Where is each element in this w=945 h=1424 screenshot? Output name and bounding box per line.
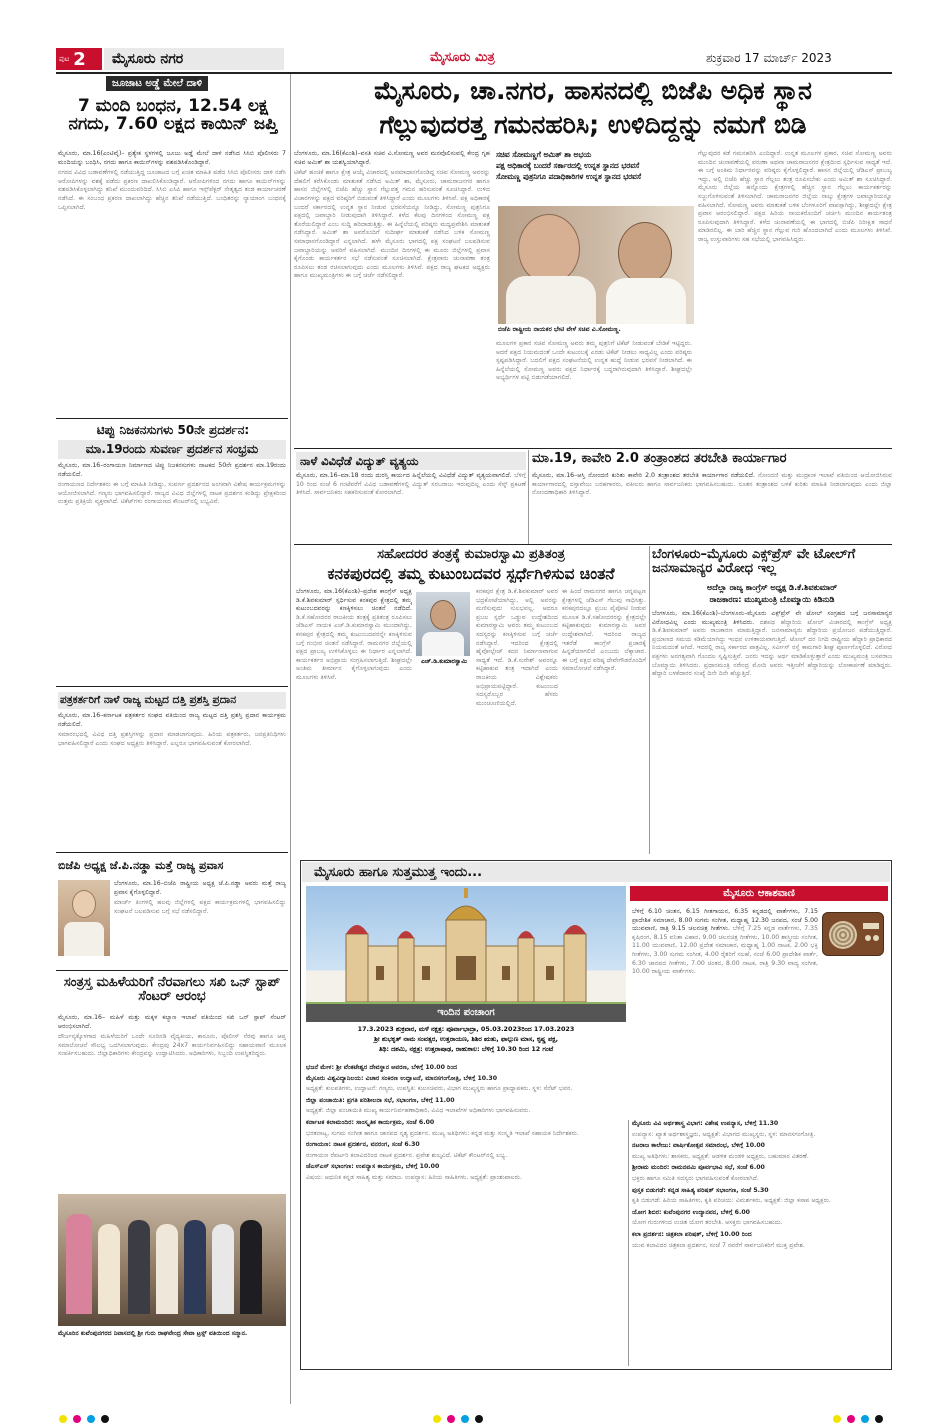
- felicitation-photo: [58, 1194, 286, 1326]
- story2-headline: ಮಾ.19ರಂದು ಸುವರ್ಣ ಪ್ರದರ್ಶನ ಸಂಭ್ರಮ: [58, 440, 286, 459]
- color-registration-center: [430, 1408, 486, 1424]
- panchanga-line-2: ಶ್ರೀ ಶುಭಕೃತ್ ನಾಮ ಸಂವತ್ಸರ, ಉತ್ತರಾಯಣ, ಶಿಶಿರ ಋತು, ಫಾಲ್ಗುಣ ಮಾಸ, ಕೃಷ್ಣ ಪಕ್ಷ,: [373, 1035, 559, 1043]
- lead-body-left: ಬೆಂಗಳೂರು, ಮಾ.16(ಕೆಎಂಶಿ)–ವಸತಿ ಸಚಿವ ವಿ.ಸೋಮಣ್ಣ ಅವರ ಮನವೊಲಿಸುವಲ್ಲಿ ಕೇಂದ್ರ ಗೃಹ ಸಚಿವ ಅಮಿತ್ ಶಾ ಯಶಸ್ವಿಯಾಗಿದ್ದಾರೆ. ಟಿಕೆಟ್ ಹಂಚಿಕೆ ಹಾಗೂ ಕ್ಷೇತ್ರ ಆಯ್ಕೆ ವಿಚಾರದಲ್ಲಿ ಅಸಮಾಧಾನಗೊಂಡಿದ್ದ ಸಚಿವ ಸೋಮಣ್ಣ ಅವರನ್ನು ದೆಹಲಿಗೆ ಕರೆಸಿಕೊಂಡು ಮಾತುಕತೆ ನಡೆಸಿದ ಅಮಿತ್ ಶಾ, ಮೈಸೂರು, ಚಾಮರಾಜನಗರ ಹಾಗೂ ಹಾಸನ ಜಿಲ್ಲೆಗಳಲ್ಲಿ ಬಿಜೆಪಿ ಹೆಚ್ಚು ಸ್ಥಾನ ಗೆಲ್ಲುವತ್ತ ಗಮನ ಹರಿಸುವಂತೆ ಸೂಚಿಸಿದ್ದಾರೆ. ಉಳಿದ ವಿಚಾರಗಳನ್ನು ಪಕ್ಷದ ವರಿಷ್ಠರಿಗೆ ಬಿಡುವಂತೆ ತಿಳಿಸಿದ್ದಾರೆ ಎಂದು ಮೂಲಗಳು ತಿಳಿಸಿವೆ. ಪಕ್ಷ ಅಧಿಕಾರಕ್ಕೆ ಬಂದರೆ ಸರ್ಕಾರದಲ್ಲಿ ಉನ್ನತ ಸ್ಥಾನ ನೀಡುವ ಭರವಸೆಯನ್ನೂ ನೀಡಿದ್ದು, ಸೋಮಣ್ಣ ಪುತ್ರನಿಗೂ ಪಕ್ಷದಲ್ಲಿ ಜವಾಬ್ದಾರಿ ನೀಡುವುದಾಗಿ ತಿಳಿಸಿದ್ದಾರೆ. ಕಳೆದ ಕೆಲವು ದಿನಗಳಿಂದ ಸೋಮಣ್ಣ ಪಕ್ಷ ತೊರೆಯಲಿದ್ದಾರೆ ಎಂಬ ಸುದ್ದಿ ಹರಿದಾಡುತ್ತಿತ್ತು. ಈ ಹಿನ್ನೆಲೆಯಲ್ಲಿ ವರಿಷ್ಠರು ಮಧ್ಯಪ್ರವೇಶಿಸಿ ಮಾತುಕತೆ ನಡೆಸಿದ್ದಾರೆ. ಅಮಿತ್ ಶಾ ಅವರೊಂದಿಗೆ ಸುದೀರ್ಘ ಮಾತುಕತೆ ನಡೆಸಿದ ಬಳಿಕ ಸೋಮಣ್ಣ ಸಮಾಧಾನಗೊಂಡಿದ್ದಾರೆ ಎನ್ನಲಾಗಿದೆ. ಹಳೇ ಮೈಸೂರು ಭಾಗದಲ್ಲಿ ಪಕ್ಷ ಸಂಘಟನೆ ಬಲಪಡಿಸುವ ಜವಾಬ್ದಾರಿಯನ್ನು ಅವರಿಗೆ ವಹಿಸಲಾಗಿದೆ. ಮುಂದಿನ ದಿನಗಳಲ್ಲಿ ಈ ಮೂರು ಜಿಲ್ಲೆಗಳಲ್ಲಿ ಪ್ರವಾಸ ಕೈಗೊಂಡು ಕಾರ್ಯಕರ್ತರ ಸಭೆ ನಡೆಸುವಂತೆ ಸೂಚಿಸಲಾಗಿದೆ. ಕ್ಷೇತ್ರವಾರು ಚುನಾವಣಾ ತಂತ್ರ ರೂಪಿಸಲು ತಂಡ ರಚಿಸಲಾಗುವುದು ಎಂದು ಮೂಲಗಳು ತಿಳಿಸಿವೆ. ಪಕ್ಷದ ರಾಜ್ಯ ಘಟಕದ ಅಧ್ಯಕ್ಷರು ಹಾಗೂ ಮುಖ್ಯಮಂತ್ರಿಗಳು ಈ ಬಗ್ಗೆ ಚರ್ಚೆ ನಡೆಸಲಿದ್ದಾರೆ.: [294, 150, 490, 280]
- event-left-6: ಜೆಎಸ್‌ಎಸ್ ಸಭಾಂಗಣ: ಉಪನ್ಯಾಸ ಕಾರ್ಯಕ್ರಮ, ಬೆಳಿಗ್ಗೆ 10.00: [306, 1163, 440, 1171]
- events-left: ಭಜನೆ ಮೇಳ: ಶ್ರೀ ವೆಂಕಟೇಶ್ವರ ದೇವಸ್ಥಾನ ಆವರಣ, ಬೆಳಿಗ್ಗೆ 10.00 ರಿಂದ ಮೈಸೂರು ವಿಶ್ವವಿದ್ಯಾನಿಲಯ: ವಿಚಾರ ಸಂಕಿರಣ ಉದ್ಘಾಟನೆ, ಮಾನಸಗಂಗೋತ್ರಿ, ಬೆಳಿಗ್ಗೆ 10.30 ಅಧ್ಯಕ್ಷತೆ: ಕುಲಪತಿಗಳು, ಉದ್ಘಾಟನೆ: ಗಣ್ಯರು, ಉಪಸ್ಥಿತಿ: ಕುಲಸಚಿವರು, ವಿಭಾಗ ಮುಖ್ಯಸ್ಥರು ಹಾಗೂ ಪ್ರಾಧ್ಯಾಪಕರು. ಸ್ಥಳ: ಸೆನೆಟ್ ಭವನ. ಜಿಲ್ಲಾ ಪಂಚಾಯಿತಿ: ಪ್ರಗತಿ ಪರಿಶೀಲನಾ ಸಭೆ, ಸಭಾಂಗಣ, ಬೆಳಿಗ್ಗೆ 11.00 ಅಧ್ಯಕ್ಷತೆ: ಜಿಲ್ಲಾ ಪಂಚಾಯಿತಿ ಮುಖ್ಯ ಕಾರ್ಯನಿರ್ವಹಣಾಧಿಕಾರಿ, ವಿವಿಧ ಇಲಾಖೆಗಳ ಅಧಿಕಾರಿಗಳು ಭಾಗವಹಿಸುವರು. ಕರ್ನಾಟಕ ಕಲಾಮಂದಿರ: ಸಾಂಸ್ಕೃತಿಕ ಕಾರ್ಯಕ್ರಮ, ಸಂಜೆ 6.00 ಭರತನಾಟ್ಯ, ಸುಗಮ ಸಂಗೀತ ಹಾಗೂ ಜಾನಪದ ನೃತ್ಯ ಪ್ರದರ್ಶನ. ಮುಖ್ಯ ಅತಿಥಿಗಳು: ಕನ್ನಡ ಮತ್ತು ಸಂಸ್ಕೃತಿ ಇಲಾಖೆ ಸಹಾಯಕ ನಿರ್ದೇಶಕರು. ರಂಗಾಯಣ: ನಾಟಕ ಪ್ರದರ್ಶನ, ವನರಂಗ, ಸಂಜೆ 6.30 ರಂಗಾಯಣ ರೆಪರ್ಟರಿ ಕಲಾವಿದರಿಂದ ನಾಟಕ ಪ್ರದರ್ಶನ. ಪ್ರವೇಶ ಶುಲ್ಕವಿದೆ. ಟಿಕೆಟ್ ಕೌಂಟರ್‌ನಲ್ಲಿ ಲಭ್ಯ. ಜೆಎಸ್‌ಎಸ್ ಸಭಾಂಗಣ: ಉಪನ್ಯಾಸ ಕಾರ್ಯಕ್ರಮ, ಬೆಳಿಗ್ಗೆ 10.00 ವಿಷಯ: ಆಧುನಿಕ ಕನ್ನಡ ಸಾಹಿತ್ಯ ಮತ್ತು ಸಮಾಜ. ಉಪನ್ಯಾಸ: ಹಿರಿಯ ಸಾಹಿತಿಗಳು. ಅಧ್ಯಕ್ಷತೆ: ಪ್ರಾಂಶುಪಾಲರು.: [306, 1064, 624, 1366]
- nadda-photo: [58, 880, 110, 956]
- story-d-body: ಬೆಂಗಳೂರು, ಮಾ.16(ಕೆಎಂಶಿ)–ಬೆಂಗಳೂರು–ಮೈಸೂರು ಎಕ್ಸ್‌ಪ್ರೆಸ್ ವೇ ಟೋಲ್ ಸಂಗ್ರಹದ ಬಗ್ಗೆ ಜನಸಾಮಾನ್ಯರ ವಿರೋಧವಿಲ್ಲ ಎಂದು ಮುಖ್ಯಮಂತ್ರಿ ತಿಳಿಸಿದರು. ದಶಪಥ ಹೆದ್ದಾರಿಯ ಟೋಲ್ ವಿಚಾರದಲ್ಲಿ ಕಾಂಗ್ರೆಸ್ ಅಧ್ಯಕ್ಷ ಡಿ.ಕೆ.ಶಿವಕುಮಾರ್ ಅವರು ರಾಜಕಾರಣ ಮಾಡುತ್ತಿದ್ದಾರೆ. ಜನಸಾಮಾನ್ಯರು ಹೆದ್ದಾರಿಯ ಪ್ರಯೋಜನ ಪಡೆಯುತ್ತಿದ್ದಾರೆ. ಪ್ರಯಾಣದ ಸಮಯ ಕಡಿಮೆಯಾಗಿದ್ದು ಇಂಧನ ಉಳಿತಾಯವಾಗುತ್ತಿದೆ. ಟೋಲ್ ದರ ನಿಗದಿ ರಾಷ್ಟ್ರೀಯ ಹೆದ್ದಾರಿ ಪ್ರಾಧಿಕಾರದ ನಿಯಮದಂತೆ ಆಗಿದೆ. ಇದರಲ್ಲಿ ರಾಜ್ಯ ಸರ್ಕಾರದ ಪಾತ್ರವಿಲ್ಲ. ಸರ್ವೀಸ್ ರಸ್ತೆ ಕಾಮಗಾರಿ ಶೀಘ್ರ ಪೂರ್ಣಗೊಳ್ಳಲಿದೆ. ವಿರೋಧ ಪಕ್ಷಗಳು ಅನಗತ್ಯವಾಗಿ ಗೊಂದಲ ಸೃಷ್ಟಿಸುತ್ತಿವೆ. ಜನರು ಇದನ್ನು ಅರ್ಥ ಮಾಡಿಕೊಳ್ಳುತ್ತಾರೆ ಎಂದು ಮುಖ್ಯಮಂತ್ರಿ ಬಸವರಾಜ ಬೊಮ್ಮಾಯಿ ತಿಳಿಸಿದರು. ಪ್ರಧಾನಮಂತ್ರಿ ನರೇಂದ್ರ ಮೋದಿ ಅವರು ಇತ್ತೀಚೆಗೆ ಹೆದ್ದಾರಿಯನ್ನು ಲೋಕಾರ್ಪಣೆ ಮಾಡಿದ್ದರು. ಹೆದ್ದಾರಿ ಬಳಕೆದಾರರ ಸಂಖ್ಯೆ ದಿನೇ ದಿನೇ ಹೆಚ್ಚುತ್ತಿದೆ.: [652, 610, 892, 678]
- lead-bullet-3: ಸೋಮಣ್ಣ ಪುತ್ರನಿಗೂ ಪದಾಧಿಕಾರಿಗಳ ಉನ್ನತ ಸ್ಥಾನದ ಭರವಸೆ: [496, 172, 642, 181]
- lead-body-right: ಗೆಲ್ಲುವುದರ ಕಡೆ ಗಮನಹರಿಸಿ ಎಂದಿದ್ದಾರೆ. ಉನ್ನತ ಮೂಲಗಳ ಪ್ರಕಾರ, ಸಚಿವ ಸೋಮಣ್ಣ ಅವರು ಮುಂದಿನ ಚುನಾವಣೆಯಲ್ಲಿ ವರುಣಾ ಅಥವಾ ಚಾಮರಾಜನಗರ ಕ್ಷೇತ್ರದಿಂದ ಸ್ಪರ್ಧಿಸುವ ಸಾಧ್ಯತೆ ಇದೆ. ಈ ಬಗ್ಗೆ ಅಂತಿಮ ನಿರ್ಧಾರವನ್ನು ವರಿಷ್ಠರು ಕೈಗೊಳ್ಳಲಿದ್ದಾರೆ. ಹಾಸನ ಜಿಲ್ಲೆಯಲ್ಲಿ ಜೆಡಿಎಸ್ ಪ್ರಾಬಲ್ಯ ಇದ್ದು, ಅಲ್ಲಿ ಬಿಜೆಪಿ ಹೆಚ್ಚು ಸ್ಥಾನ ಗೆಲ್ಲಲು ತಂತ್ರ ರೂಪಿಸಬೇಕು ಎಂದು ಅಮಿತ್ ಶಾ ಸೂಚಿಸಿದ್ದಾರೆ. ಮೈಸೂರು ಜಿಲ್ಲೆಯ ಹನ್ನೊಂದು ಕ್ಷೇತ್ರಗಳಲ್ಲಿ ಹೆಚ್ಚಿನ ಸ್ಥಾನ ಗೆಲ್ಲಲು ಕಾರ್ಯಕರ್ತರನ್ನು ಸಜ್ಜುಗೊಳಿಸುವಂತೆ ತಿಳಿಸಲಾಗಿದೆ. ಚಾಮರಾಜನಗರ ಜಿಲ್ಲೆಯ ನಾಲ್ಕು ಕ್ಷೇತ್ರಗಳ ಜವಾಬ್ದಾರಿಯನ್ನೂ ವಹಿಸಲಾಗಿದೆ. ಸೋಮಣ್ಣ ಅವರು ಮಾತುಕತೆ ಬಳಿಕ ಬೆಂಗಳೂರಿಗೆ ವಾಪಸ್ಸಾಗಿದ್ದು, ಶೀಘ್ರದಲ್ಲೇ ಕ್ಷೇತ್ರ ಪ್ರವಾಸ ಆರಂಭಿಸಲಿದ್ದಾರೆ. ಪಕ್ಷದ ಹಿರಿಯ ನಾಯಕರೊಂದಿಗೆ ಚರ್ಚಿಸಿ ಮುಂದಿನ ಕಾರ್ಯತಂತ್ರ ರೂಪಿಸುವುದಾಗಿ ತಿಳಿಸಿದ್ದಾರೆ. ಕಳೆದ ಚುನಾವಣೆಯಲ್ಲಿ ಈ ಭಾಗದಲ್ಲಿ ಬಿಜೆಪಿ ನಿರೀಕ್ಷಿತ ಸಾಧನೆ ಮಾಡಿರಲಿಲ್ಲ. ಈ ಬಾರಿ ಹೆಚ್ಚಿನ ಸ್ಥಾನ ಗೆಲ್ಲುವ ಗುರಿ ಹೊಂದಲಾಗಿದೆ ಎಂದು ಮೂಲಗಳು ತಿಳಿಸಿವೆ. ರಾಜ್ಯ ಉಸ್ತುವಾರಿಗಳು ಸಹ ಸಭೆಯಲ್ಲಿ ಭಾಗವಹಿಸಿದ್ದರು.: [698, 150, 892, 243]
- story4-body: ಬೆಂಗಳೂರು, ಮಾ.16–ಬಿಜೆಪಿ ರಾಷ್ಟ್ರೀಯ ಅಧ್ಯಕ್ಷ ಜೆ.ಪಿ.ನಡ್ಡಾ ಅವರು ಮತ್ತೆ ರಾಜ್ಯ ಪ್ರವಾಸ ಕೈಗೊಳ್ಳಲಿದ್ದಾರೆ. ಮಾರ್ಚ್ ತಿಂಗಳಲ್ಲಿ ಹಲವು ಜಿಲ್ಲೆಗಳಲ್ಲಿ ಪಕ್ಷದ ಕಾರ್ಯಕ್ರಮಗಳಲ್ಲಿ ಭಾಗವಹಿಸಲಿದ್ದು ಸಂಘಟನೆ ಬಲಪಡಿಸುವ ಬಗ್ಗೆ ಸಭೆ ನಡೆಸಲಿದ್ದಾರೆ.: [114, 880, 286, 915]
- story-b-body: ಮೈಸೂರು, ಮಾ.16–ಆಸ್ತಿ ನೋಂದಣಿ ಕುರಿತು ಕಾವೇರಿ 2.0 ತಂತ್ರಾಂಶದ ತರಬೇತಿ ಕಾರ್ಯಾಗಾರ ನಡೆಯಲಿದೆ. ನೋಂದಣಿ ಮತ್ತು ಮುದ್ರಾಂಕ ಇಲಾಖೆ ವತಿಯಿಂದ ಆಯೋಜಿಸಿರುವ ಕಾರ್ಯಾಗಾರದಲ್ಲಿ ದಸ್ತಾವೇಜು ಬರಹಗಾರರು, ವಕೀಲರು ಹಾಗೂ ಸಾರ್ವಜನಿಕರು ಭಾಗವಹಿಸಬಹುದು. ನೂತನ ತಂತ್ರಾಂಶದ ಬಳಕೆ ಕುರಿತು ಮಾಹಿತಿ ನೀಡಲಾಗುವುದು ಎಂದು ಜಿಲ್ಲಾ ನೋಂದಣಾಧಿಕಾರಿ ತಿಳಿಸಿದ್ದಾರೆ.: [532, 472, 892, 497]
- story3-body: ಮೈಸೂರು, ಮಾ.16–ಕರ್ನಾಟಕ ಪತ್ರಕರ್ತರ ಸಂಘದ ವತಿಯಿಂದ ರಾಜ್ಯ ಮಟ್ಟದ ದತ್ತಿ ಪ್ರಶಸ್ತಿ ಪ್ರದಾನ ಕಾರ್ಯಕ್ರಮ ನಡೆಯಲಿದೆ. ಸಮಾರಂಭದಲ್ಲಿ ವಿವಿಧ ದತ್ತಿ ಪ್ರಶಸ್ತಿಗಳನ್ನು ಪ್ರದಾನ ಮಾಡಲಾಗುವುದು. ಹಿರಿಯ ಪತ್ರಕರ್ತರು, ಜನಪ್ರತಿನಿಧಿಗಳು ಭಾಗವಹಿಸಲಿದ್ದಾರೆ ಎಂದು ಸಂಘದ ಅಧ್ಯಕ್ಷರು ತಿಳಿಸಿದ್ದಾರೆ. ಎಲ್ಲರೂ ಭಾಗವಹಿಸುವಂತೆ ಕೋರಲಾಗಿದೆ.: [58, 712, 286, 747]
- story3-headline: ಪತ್ರಕರ್ತರಿಗೆ ನಾಳೆ ರಾಜ್ಯ ಮಟ್ಟದ ದತ್ತಿ ಪ್ರಶಸ್ತಿ ಪ್ರದಾನ: [58, 692, 286, 709]
- lead-headline-2: ಗೆಲ್ಲುವುದರತ್ತ ಗಮನಹರಿಸಿ; ಉಳಿದಿದ್ದನ್ನು ನಮಗೆ ಬಿಡಿ: [379, 110, 807, 139]
- lead-bullet-1: ಸಚಿವ ಸೋಮಣ್ಣಗೆ ಅಮಿತ್ ಶಾ ಅಭಯ: [496, 150, 592, 159]
- panchanga-line-3: ತಿಥಿ: ದಶಮಿ, ನಕ್ಷತ್ರ: ಉತ್ತರಾಷಾಢ, ರಾಹುಕಾಲ: ಬೆಳಿಗ್ಗೆ 10.30 ರಿಂದ 12 ಗಂಟೆ: [378, 1045, 554, 1053]
- event-left-5: ರಂಗಾಯಣ: ನಾಟಕ ಪ್ರದರ್ಶನ, ವನರಂಗ, ಸಂಜೆ 6.30: [306, 1141, 420, 1149]
- radio-title: ಮೈಸೂರು ಆಕಾಶವಾಣಿ: [630, 886, 888, 901]
- lead-bullet-2: ಪಕ್ಷ ಅಧಿಕಾರಕ್ಕೆ ಬಂದರೆ ಸರ್ಕಾರದಲ್ಲಿ ಉನ್ನತ ಸ್ಥಾನದ ಭರವಸೆ: [496, 161, 640, 170]
- story1-headline: 7 ಮಂದಿ ಬಂಧನ, 12.54 ಲಕ್ಷ ನಗದು, 7.60 ಲಕ್ಷದ ಕಾಯಿನ್ ಜಪ್ತಿ: [68, 96, 278, 134]
- story4-headline: ಬಿಜೆಪಿ ಅಧ್ಯಕ್ಷ ಜೆ.ಪಿ.ನಡ್ಡಾ ಮತ್ತೆ ರಾಜ್ಯ ಪ್ರವಾಸ: [58, 859, 224, 872]
- lead-dateline: ಬೆಂಗಳೂರು, ಮಾ.16(ಕೆಎಂಶಿ)–ವಸತಿ ಸಚಿವ ವಿ.ಸೋಮಣ್ಣ ಅವರ ಮನವೊಲಿಸುವಲ್ಲಿ ಕೇಂದ್ರ ಗೃಹ ಸಚಿವ ಅಮಿತ್ ಶಾ ಯಶಸ್ವಿಯಾಗಿದ್ದಾರೆ.: [294, 150, 490, 166]
- color-registration-right: [830, 1408, 886, 1424]
- kumaraswamy-photo: [416, 592, 470, 656]
- lead-body-mid: ಮೂಲಗಳ ಪ್ರಕಾರ ಸಚಿವ ಸೋಮಣ್ಣ ಅವರು ತಮ್ಮ ಪುತ್ರನಿಗೆ ಟಿಕೆಟ್ ನೀಡುವಂತೆ ಬೇಡಿಕೆ ಇಟ್ಟಿದ್ದರು. ಆದರೆ ಪಕ್ಷದ ನಿಯಮದಂತೆ ಒಂದೇ ಕುಟುಂಬಕ್ಕೆ ಎರಡು ಟಿಕೆಟ್ ನೀಡಲು ಸಾಧ್ಯವಿಲ್ಲ ಎಂದು ವರಿಷ್ಠರು ಸ್ಪಷ್ಟಪಡಿಸಿದ್ದಾರೆ. ಬದಲಿಗೆ ಪಕ್ಷದ ಸಂಘಟನೆಯಲ್ಲಿ ಉನ್ನತ ಹುದ್ದೆ ನೀಡುವ ಭರವಸೆ ನೀಡಲಾಗಿದೆ. ಈ ಹಿನ್ನೆಲೆಯಲ್ಲಿ ಸೋಮಣ್ಣ ಅವರು ಪಕ್ಷದ ನಿರ್ಧಾರಕ್ಕೆ ಬದ್ಧರಾಗಿರುವುದಾಗಿ ತಿಳಿಸಿದ್ದಾರೆ. ಶೀಘ್ರದಲ್ಲೇ ಅಭ್ಯರ್ಥಿಗಳ ಪಟ್ಟಿ ಬಿಡುಗಡೆಯಾಗಲಿದೆ.: [496, 340, 692, 382]
- radio-box: [630, 886, 888, 1116]
- page-number: 2: [73, 48, 86, 70]
- panchanga-text: [306, 1024, 626, 1060]
- page-number-badge: [56, 48, 102, 70]
- event-left-4: ಕರ್ನಾಟಕ ಕಲಾಮಂದಿರ: ಸಾಂಸ್ಕೃತಿಕ ಕಾರ್ಯಕ್ರಮ, ಸಂಜೆ 6.00: [306, 1118, 435, 1126]
- event-right-5: ಯೋಗ ಶಿಬಿರ: ಕುವೆಂಪುನಗರ ಉದ್ಯಾನವನ, ಬೆಳಿಗ್ಗೆ 6.00: [632, 1208, 750, 1216]
- story-a-body: ಮೈಸೂರು, ಮಾ.16–ಮಾ.18 ರಂದು ದುರಸ್ತಿ ಕಾರ್ಯದ ಹಿನ್ನೆಲೆಯಲ್ಲಿ ವಿವಿಧೆಡೆ ವಿದ್ಯುತ್ ವ್ಯತ್ಯಯವಾಗಲಿದೆ. ಬೆಳಿಗ್ಗೆ 10 ರಿಂದ ಸಂಜೆ 6 ಗಂಟೆವರೆಗೆ ವಿವಿಧ ಬಡಾವಣೆಗಳಲ್ಲಿ ವಿದ್ಯುತ್ ಸರಬರಾಜು ಇರುವುದಿಲ್ಲ ಎಂದು ಸೆಸ್ಕ್ ಪ್ರಕಟಣೆ ತಿಳಿಸಿದೆ. ಸಾರ್ವಜನಿಕರು ಸಹಕರಿಸುವಂತೆ ಕೋರಲಾಗಿದೆ.: [296, 472, 526, 497]
- story2-body: ಮೈಸೂರು, ಮಾ.16–ರಂಗಾಯಣ ನಿರ್ಮಾಣದ ಟಿಪ್ಪು ನಿಜಕನಸುಗಳು ನಾಟಕದ 50ನೇ ಪ್ರದರ್ಶನ ಮಾ.19ರಂದು ನಡೆಯಲಿದೆ. ರಂಗಾಯಣದ ನಿರ್ದೇಶಕರು ಈ ಬಗ್ಗೆ ಮಾಹಿತಿ ನೀಡಿದ್ದು, ಸುವರ್ಣ ಪ್ರದರ್ಶನದ ಅಂಗವಾಗಿ ವಿಶೇಷ ಕಾರ್ಯಕ್ರಮಗಳನ್ನು ಆಯೋಜಿಸಲಾಗಿದೆ. ಗಣ್ಯರು ಭಾಗವಹಿಸಲಿದ್ದಾರೆ. ರಾಜ್ಯದ ವಿವಿಧ ಜಿಲ್ಲೆಗಳಲ್ಲಿ ನಾಟಕ ಪ್ರದರ್ಶನ ಕಂಡಿದ್ದು ಪ್ರೇಕ್ಷಕರಿಂದ ಉತ್ತಮ ಪ್ರತಿಕ್ರಿಯೆ ವ್ಯಕ್ತವಾಗಿದೆ. ಟಿಕೆಟ್‌ಗಳು ರಂಗಾಯಣದ ಕೌಂಟರ್‌ನಲ್ಲಿ ಲಭ್ಯವಿವೆ.: [58, 462, 286, 506]
- story-c-body-3: ಈ ಹಿಂದೆ ರಾಮನಗರ ಹಾಗೂ ಚನ್ನಪಟ್ಟಣ ಕ್ಷೇತ್ರಗಳಲ್ಲಿ ಜೆಡಿಎಸ್ ಗೆಲುವು ಸಾಧಿಸಿತ್ತು. ಕನಕಪುರದಲ್ಲೂ ಪ್ರಬಲ ಪೈಪೋಟಿ ನೀಡುವ ಮೂಲಕ ಡಿ.ಕೆ.ಸಹೋದರರನ್ನು ಕ್ಷೇತ್ರದಲ್ಲೇ ಕಟ್ಟಿಹಾಕುವುದು ಕುಮಾರಸ್ವಾಮಿ ಅವರ ಉದ್ದೇಶವಾಗಿದೆ. ಇದರಿಂದ ರಾಜ್ಯದ ಇತರೆಡೆ ಕಾಂಗ್ರೆಸ್ ಪ್ರಚಾರಕ್ಕೆ ಹಿನ್ನಡೆಯಾಗಲಿದೆ ಎಂಬುದು ಲೆಕ್ಕಾಚಾರ. ಈ ಬಗ್ಗೆ ಪಕ್ಷದ ವರಿಷ್ಠ ದೇವೇಗೌಡರೊಂದಿಗೆ ಸಮಾಲೋಚನೆ ನಡೆಸಿದ್ದಾರೆ.: [562, 588, 646, 673]
- lead-bullets: [496, 150, 692, 206]
- event-right-6: ಕಲಾ ಪ್ರದರ್ಶನ: ಚಿತ್ರಕಲಾ ಪರಿಷತ್, ಬೆಳಿಗ್ಗೆ 10.00 ರಿಂದ: [632, 1230, 752, 1238]
- story-b-headline: ಮಾ.19, ಕಾವೇರಿ 2.0 ತಂತ್ರಾಂಶದ ತರಬೇತಿ ಕಾರ್ಯಾಗಾರ: [532, 451, 787, 466]
- story1-kicker: ಜೂಜಾಟ ಅಡ್ಡೆ ಮೇಲೆ ದಾಳಿ: [106, 76, 208, 91]
- story5-headline: ಸಂತ್ರಸ್ತ ಮಹಿಳೆಯರಿಗೆ ನೆರವಾಗಲು ಸಖಿ ಒನ್ ಸ್ಟಾಪ್ ಸೆಂಟರ್ ಆರಂಭ: [63, 975, 281, 1004]
- story-d-headline: ಬೆಂಗಳೂರು–ಮೈಸೂರು ಎಕ್ಸ್‌ಪ್ರೆಸ್ ವೇ ಟೋಲ್‌ಗೆ ಜನಸಾಮಾನ್ಯರ ವಿರೋಧ ಇಲ್ಲ: [652, 547, 856, 576]
- story-a-headline: ನಾಳೆ ವಿವಿಧೆಡೆ ವಿದ್ಯುತ್ ವ್ಯತ್ಯಯ: [296, 452, 526, 470]
- color-registration-left: [56, 1408, 112, 1424]
- story-c-body-2: ಕನಕಪುರ ಕ್ಷೇತ್ರ ಡಿ.ಕೆ.ಶಿವಕುಮಾರ್ ಅವರ ಭದ್ರಕೋಟೆಯಾಗಿದ್ದು, ಅಲ್ಲಿ ಅವರನ್ನು ಮಣಿಸುವುದು ಸುಲಭವಲ್ಲ. ಆದರೂ ಪ್ರಬಲ ಸ್ಪರ್ಧೆ ಒಡ್ಡುವ ಉದ್ದೇಶದಿಂದ ಕುಮಾರಸ್ವಾಮಿ ಅವರು ತಮ್ಮ ಕುಟುಂಬದ ಸದಸ್ಯರನ್ನು ಕಣಕ್ಕಿಳಿಸುವ ಬಗ್ಗೆ ಚರ್ಚೆ ನಡೆಸಿದ್ದಾರೆ. ಇದರಿಂದ ಕ್ಷೇತ್ರದಲ್ಲಿ ಹೈವೋಲ್ಟೇಜ್ ಕದನ ನಿರ್ಮಾಣವಾಗುವ ಸಾಧ್ಯತೆ ಇದೆ. ಡಿ.ಕೆ.ಸುರೇಶ್ ಅವರನ್ನೂ ಕಟ್ಟಿಹಾಕುವ ತಂತ್ರ ಇದಾಗಿದೆ ಎಂದು ರಾಜಕೀಯ ವಿಶ್ಲೇಷಕರು ಅಭಿಪ್ರಾಯಪಟ್ಟಿದ್ದಾರೆ. ಕುಟುಂಬದ ಸದಸ್ಯರೊಬ್ಬರ ಹೆಸರು ಮುಂಚೂಣಿಯಲ್ಲಿದೆ.: [476, 588, 558, 707]
- event-left-1: ಭಜನೆ ಮೇಳ: ಶ್ರೀ ವೆಂಕಟೇಶ್ವರ ದೇವಸ್ಥಾನ ಆವರಣ, ಬೆಳಿಗ್ಗೆ 10.00 ರಿಂದ: [306, 1064, 458, 1071]
- radio-icon: [822, 912, 884, 956]
- lead-photo-caption: ಬಿಜೆಪಿ ರಾಷ್ಟ್ರೀಯ ನಾಯಕರ ಭೇಟಿ ವೇಳೆ ಸಚಿವ ವಿ.ಸೋಮಣ್ಣ.: [498, 326, 621, 333]
- story-c-kicker: ಸಹೋದರರ ತಂತ್ರಕ್ಕೆ ಕುಮಾರಸ್ವಾಮಿ ಪ್ರತಿತಂತ್ರ: [377, 547, 565, 562]
- story-c-headline: ಕನಕಪುರದಲ್ಲಿ ತಮ್ಮ ಕುಟುಂಬದವರ ಸ್ಪರ್ಧೆಗಿಳಿಸುವ ಚಿಂತನೆ: [327, 565, 615, 583]
- paper-name: ಮೈಸೂರು ಮಿತ್ರ: [430, 50, 495, 65]
- panchanga-label: ಇಂದಿನ ಪಂಚಾಂಗ: [306, 1004, 626, 1022]
- story1-body: ಮೈಸೂರು, ಮಾ.16(ಎಂಟಿವೈ)– ಪ್ರತ್ಯೇಕ ಸ್ಥಳಗಳಲ್ಲಿ ಜೂಜು ಅಡ್ಡೆ ಮೇಲೆ ದಾಳಿ ನಡೆಸಿದ ಸಿಸಿಬಿ ಪೊಲೀಸರು 7 ಮಂದಿಯನ್ನು ಬಂಧಿಸಿ, ನಗದು ಹಾಗೂ ಕಾಯಿನ್‌ಗಳನ್ನು ವಶಪಡಿಸಿಕೊಂಡಿದ್ದಾರೆ. ನಗರದ ವಿವಿಧ ಬಡಾವಣೆಗಳಲ್ಲಿ ನಡೆಯುತ್ತಿದ್ದ ಜೂಜಾಟದ ಬಗ್ಗೆ ಖಚಿತ ಮಾಹಿತಿ ಪಡೆದ ಸಿಸಿಬಿ ಪೊಲೀಸರು ದಾಳಿ ನಡೆಸಿ ಆರೋಪಿಗಳನ್ನು ವಶಕ್ಕೆ ಪಡೆದು ಪ್ರಕರಣ ದಾಖಲಿಸಿಕೊಂಡಿದ್ದಾರೆ. ಆರೋಪಿಗಳಿಂದ ನಗದು ಹಾಗೂ ಕಾಯಿನ್‌ಗಳನ್ನು ವಶಪಡಿಸಿಕೊಳ್ಳಲಾಗಿದ್ದು ತನಿಖೆ ಮುಂದುವರಿದಿದೆ. ಸಿಸಿಬಿ ಎಸಿಪಿ ಹಾಗೂ ಇನ್ಸ್‌ಪೆಕ್ಟರ್ ನೇತೃತ್ವದ ತಂಡ ಕಾರ್ಯಾಚರಣೆ ನಡೆಸಿದೆ. ಈ ಸಂಬಂಧ ಪ್ರಕರಣ ದಾಖಲಾಗಿದ್ದು ಹೆಚ್ಚಿನ ತನಿಖೆ ನಡೆಯುತ್ತಿದೆ. ಬಂಧಿತರನ್ನು ನ್ಯಾಯಾಂಗ ಬಂಧನಕ್ಕೆ ಒಪ್ಪಿಸಲಾಗಿದೆ.: [58, 150, 286, 211]
- story-c-body: ಬೆಂಗಳೂರು, ಮಾ.16(ಕೆಎಂಶಿ)–ಪ್ರದೇಶ ಕಾಂಗ್ರೆಸ್ ಅಧ್ಯಕ್ಷ ಡಿ.ಕೆ.ಶಿವಕುಮಾರ್ ಸ್ಪರ್ಧಿಸುವ ಕನಕಪುರ ಕ್ಷೇತ್ರದಲ್ಲಿ ತಮ್ಮ ಕುಟುಂಬದವರನ್ನು ಕಣಕ್ಕಿಳಿಸಲು ಚಿಂತನೆ ನಡೆದಿದೆ. ಡಿ.ಕೆ.ಸಹೋದರರ ರಾಜಕೀಯ ತಂತ್ರಕ್ಕೆ ಪ್ರತಿತಂತ್ರ ರೂಪಿಸಲು ಜೆಡಿಎಸ್ ನಾಯಕ ಎಚ್.ಡಿ.ಕುಮಾರಸ್ವಾಮಿ ಮುಂದಾಗಿದ್ದು, ಕನಕಪುರ ಕ್ಷೇತ್ರದಲ್ಲಿ ತಮ್ಮ ಕುಟುಂಬದವರನ್ನೇ ಕಣಕ್ಕಿಳಿಸುವ ಬಗ್ಗೆ ಗಂಭೀರ ಚಿಂತನೆ ನಡೆಸಿದ್ದಾರೆ. ರಾಮನಗರ ಜಿಲ್ಲೆಯಲ್ಲಿ ಪಕ್ಷದ ಪ್ರಾಬಲ್ಯ ಉಳಿಸಿಕೊಳ್ಳಲು ಈ ನಿರ್ಧಾರ ಎನ್ನಲಾಗಿದೆ. ಕಾರ್ಯಕರ್ತರ ಅಭಿಪ್ರಾಯ ಸಂಗ್ರಹಿಸಲಾಗುತ್ತಿದೆ. ಶೀಘ್ರದಲ್ಲೇ ಅಂತಿಮ ತೀರ್ಮಾನ ಕೈಗೊಳ್ಳಲಾಗುವುದು ಎಂದು ಮೂಲಗಳು ತಿಳಿಸಿವೆ.: [296, 588, 412, 681]
- issue-date: ಶುಕ್ರವಾರ 17 ಮಾರ್ಚ್ 2023: [706, 51, 832, 65]
- event-right-3: ಶ್ರೀರಾಮ ಮಂದಿರ: ರಾಮನವಮಿ ಪೂರ್ವಭಾವಿ ಸಭೆ, ಸಂಜೆ 6.00: [632, 1164, 765, 1172]
- events-right: ಮೈಸೂರು ವಿವಿ ಅರ್ಥಶಾಸ್ತ್ರ ವಿಭಾಗ: ವಿಶೇಷ ಉಪನ್ಯಾಸ, ಬೆಳಿಗ್ಗೆ 11.30 ಉಪನ್ಯಾಸ: ಖ್ಯಾತ ಅರ್ಥಶಾಸ್ತ್ರಜ್ಞರು, ಅಧ್ಯಕ್ಷತೆ: ವಿಭಾಗದ ಮುಖ್ಯಸ್ಥರು, ಸ್ಥಳ: ಮಾನಸಗಂಗೋತ್ರಿ. ನಟರಾಜ ಕಾಲೇಜು: ವಾರ್ಷಿಕೋತ್ಸವ ಸಮಾರಂಭ, ಬೆಳಿಗ್ಗೆ 10.00 ಮುಖ್ಯ ಅತಿಥಿಗಳು: ಶಾಸಕರು, ಅಧ್ಯಕ್ಷತೆ: ಆಡಳಿತ ಮಂಡಳಿ ಅಧ್ಯಕ್ಷರು, ಬಹುಮಾನ ವಿತರಣೆ. ಶ್ರೀರಾಮ ಮಂದಿರ: ರಾಮನವಮಿ ಪೂರ್ವಭಾವಿ ಸಭೆ, ಸಂಜೆ 6.00 ಭಕ್ತರು ಹಾಗೂ ಸಮಿತಿ ಸದಸ್ಯರು ಭಾಗವಹಿಸುವಂತೆ ಕೋರಲಾಗಿದೆ. ಪುಸ್ತಕ ಬಿಡುಗಡೆ: ಕನ್ನಡ ಸಾಹಿತ್ಯ ಪರಿಷತ್ ಸಭಾಂಗಣ, ಸಂಜೆ 5.30 ಕೃತಿ ಬಿಡುಗಡೆ: ಹಿರಿಯ ಸಾಹಿತಿಗಳು, ಕೃತಿ ಪರಿಚಯ: ವಿಮರ್ಶಕರು, ಅಧ್ಯಕ್ಷತೆ: ಜಿಲ್ಲಾ ಕಸಾಪ ಅಧ್ಯಕ್ಷರು. ಯೋಗ ಶಿಬಿರ: ಕುವೆಂಪುನಗರ ಉದ್ಯಾನವನ, ಬೆಳಿಗ್ಗೆ 6.00 ಯೋಗ ಗುರುಗಳಿಂದ ಉಚಿತ ಯೋಗ ತರಬೇತಿ. ಆಸಕ್ತರು ಭಾಗವಹಿಸಬಹುದು. ಕಲಾ ಪ್ರದರ್ಶನ: ಚಿತ್ರಕಲಾ ಪರಿಷತ್, ಬೆಳಿಗ್ಗೆ 10.00 ರಿಂದ ಯುವ ಕಲಾವಿದರ ಚಿತ್ರಕಲಾ ಪ್ರದರ್ಶನ, ಸಂಜೆ 7 ರವರೆಗೆ ಸಾರ್ವಜನಿಕರಿಗೆ ಮುಕ್ತ ಪ್ರವೇಶ.: [632, 1120, 888, 1366]
- section-title: [104, 48, 284, 70]
- event-right-1: ಮೈಸೂರು ವಿವಿ ಅರ್ಥಶಾಸ್ತ್ರ ವಿಭಾಗ: ವಿಶೇಷ ಉಪನ್ಯಾಸ, ಬೆಳಿಗ್ಗೆ 11.30: [632, 1120, 779, 1127]
- story-d-sub-1: ಅದೆಲ್ಲಾ ರಾಜ್ಯ ಕಾಂಗ್ರೆಸ್ ಅಧ್ಯಕ್ಷ ಡಿ.ಕೆ.ಶಿವಕುಮಾರ್: [706, 583, 838, 592]
- lead-headline-1: ಮೈಸೂರು, ಚಾ.ನಗರ, ಹಾಸನದಲ್ಲಿ ಬಿಜೆಪಿ ಅಧಿಕ ಸ್ಥಾನ: [374, 76, 812, 105]
- story-d-sub-2: ರಾಜಕಾರಣ: ಮುಖ್ಯಮಂತ್ರಿ ಬೊಮ್ಮಾಯಿ ಕಿಡಿನುಡಿ: [709, 595, 835, 604]
- today-title: ಮೈಸೂರು ಹಾಗೂ ಸುತ್ತಮುತ್ತ ಇಂದು...: [314, 864, 483, 880]
- event-left-3: ಜಿಲ್ಲಾ ಪಂಚಾಯಿತಿ: ಪ್ರಗತಿ ಪರಿಶೀಲನಾ ಸಭೆ, ಸಭಾಂಗಣ, ಬೆಳಿಗ್ಗೆ 11.00: [306, 1096, 455, 1104]
- story5-caption: ಮೈಸೂರಿನ ಕುವೆಂಪುನಗರದ ನಿವಾಸದಲ್ಲಿ ಶ್ರೀ ಗುರು ರಾಘವೇಂದ್ರ ಸೇವಾ ಟ್ರಸ್ಟ್ ವತಿಯಿಂದ ಸನ್ಮಾನ.: [58, 1330, 248, 1337]
- mysore-palace-illustration: [306, 886, 626, 1022]
- section-title-text: ಮೈಸೂರು ನಗರ: [112, 51, 184, 67]
- today-title-bar: [302, 862, 890, 882]
- page-label: ಪುಟ: [59, 54, 70, 63]
- story-c-caption: ಎಚ್.ಡಿ.ಕುಮಾರಸ್ವಾಮಿ: [421, 658, 467, 665]
- event-right-2: ನಟರಾಜ ಕಾಲೇಜು: ವಾರ್ಷಿಕೋತ್ಸವ ಸಮಾರಂಭ, ಬೆಳಿಗ್ಗೆ 10.00: [632, 1142, 765, 1150]
- lead-photo: [498, 206, 694, 324]
- event-left-2: ಮೈಸೂರು ವಿಶ್ವವಿದ್ಯಾನಿಲಯ: ವಿಚಾರ ಸಂಕಿರಣ ಉದ್ಘಾಟನೆ, ಮಾನಸಗಂಗೋತ್ರಿ, ಬೆಳಿಗ್ಗೆ 10.30: [306, 1074, 498, 1082]
- radio-body: ಬೆಳಿಗ್ಗೆ 6.10 ಚಿಂತನ, 6.15 ಗೀತಗಾಯನ, 6.35 ಕನ್ನಡದಲ್ಲಿ ವಾರ್ತೆಗಳು, 7.15 ಪ್ರಾದೇಶಿಕ ಸಮಾಚಾರ, 8.00 ಸುಗಮ ಸಂಗೀತ, ಮಧ್ಯಾಹ್ನ 12.30 ಜನಪದ, ಸಂಜೆ 5.00 ಯುವವಾಣಿ, ರಾತ್ರಿ 9.15 ಚಲನಚಿತ್ರ ಗೀತೆಗಳು. ಬೆಳಿಗ್ಗೆ 7.25 ಕನ್ನಡ ವಾರ್ತೆಗಳು, 7.35 ಕೃಷಿರಂಗ, 8.15 ವನಿತಾ ವಿಹಾರ, 9.00 ಚಲನಚಿತ್ರ ಗೀತೆಗಳು, 10.00 ಶಾಸ್ತ್ರೀಯ ಸಂಗೀತ, 11.00 ಯುವವಾಣಿ, 12.00 ಪ್ರದೇಶ ಸಮಾಚಾರ, ಮಧ್ಯಾಹ್ನ 1.00 ನಾಟಕ, 2.00 ಭಕ್ತಿ ಗೀತೆಗಳು, 3.00 ಸುಗಮ ಸಂಗೀತ, 4.00 ರೈತರಿಗೆ ಸಲಹೆ, ಸಂಜೆ 6.00 ಪ್ರಾದೇಶಿಕ ವಾರ್ತೆ, 6.30 ಜಾನಪದ ಗೀತೆಗಳು, 7.00 ಚಿಂತನ, 8.00 ನಾಟಕ, ರಾತ್ರಿ 9.30 ವಾದ್ಯ ಸಂಗೀತ, 10.00 ರಾಷ್ಟ್ರೀಯ ವಾರ್ತೆಗಳು.: [632, 908, 818, 976]
- event-right-4: ಪುಸ್ತಕ ಬಿಡುಗಡೆ: ಕನ್ನಡ ಸಾಹಿತ್ಯ ಪರಿಷತ್ ಸಭಾಂಗಣ, ಸಂಜೆ 5.30: [632, 1186, 769, 1194]
- story5-body: ಮೈಸೂರು, ಮಾ.16– ಮಹಿಳೆ ಮತ್ತು ಮಕ್ಕಳ ಕಲ್ಯಾಣ ಇಲಾಖೆ ವತಿಯಿಂದ ಸಖಿ ಒನ್ ಸ್ಟಾಪ್ ಸೆಂಟರ್ ಆರಂಭಿಸಲಾಗಿದೆ. ದೌರ್ಜನ್ಯಕ್ಕೊಳಗಾದ ಮಹಿಳೆಯರಿಗೆ ಒಂದೇ ಸೂರಿನಡಿ ವೈದ್ಯಕೀಯ, ಕಾನೂನು, ಪೊಲೀಸ್ ನೆರವು ಹಾಗೂ ಆಪ್ತ ಸಮಾಲೋಚನೆ ಸೌಲಭ್ಯ ಒದಗಿಸಲಾಗುವುದು. ಕೇಂದ್ರವು 24x7 ಕಾರ್ಯನಿರ್ವಹಿಸಲಿದ್ದು ಸಹಾಯವಾಣಿ ಮೂಲಕ ಸಂಪರ್ಕಿಸಬಹುದು. ಜಿಲ್ಲಾಧಿಕಾರಿಗಳು ಕೇಂದ್ರವನ್ನು ಉದ್ಘಾಟಿಸಿದರು. ಅಧಿಕಾರಿಗಳು, ಸಿಬ್ಬಂದಿ ಉಪಸ್ಥಿತರಿದ್ದರು.: [58, 1014, 286, 1058]
- palace-drawing: [306, 886, 626, 1022]
- panchanga-line-1: 17.3.2023 ಶುಕ್ರವಾರ, ಮಳೆ ನಕ್ಷತ್ರ: ಪೂರ್ವಾಭಾದ್ರಾ, 05.03.2023ರಿಂದ 17.03.2023: [357, 1025, 575, 1033]
- left-column: [56, 74, 288, 1404]
- story2-kicker: ಟಿಪ್ಪು ನಿಜಕನಸುಗಳು 50ನೇ ಪ್ರದರ್ಶನ:: [96, 423, 250, 437]
